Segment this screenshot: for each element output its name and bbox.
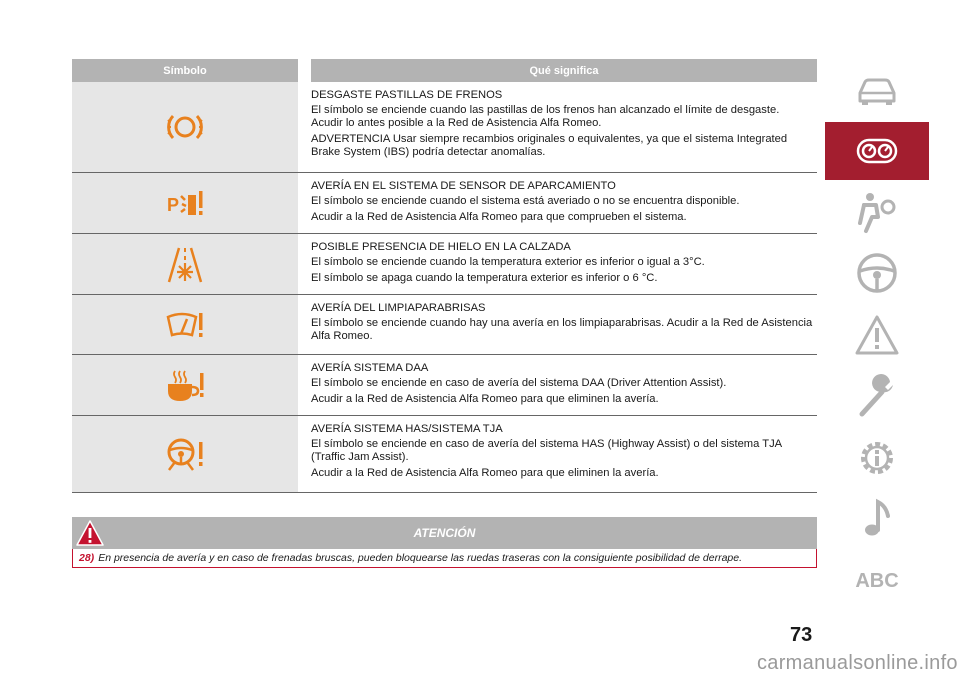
- warning-number: 28): [79, 552, 95, 564]
- table-row: [72, 416, 817, 493]
- airbag-person-icon: [854, 189, 900, 235]
- sidebar-item-safety[interactable]: [825, 183, 929, 241]
- row-line: El símbolo se enciende cuando el sistema está averiado o no se encuentra disponible.: [311, 195, 740, 207]
- meaning-cell: [298, 173, 817, 233]
- sidebar-item-emergency[interactable]: [825, 307, 929, 365]
- wrench-icon: [854, 374, 900, 420]
- row-line: Acudir a la Red de Asistencia Alfa Romeo para que comprueben el sistema.: [311, 211, 687, 223]
- table-row: [72, 234, 817, 295]
- sidebar-item-dashboard[interactable]: [825, 122, 929, 180]
- meaning-cell: [298, 82, 817, 172]
- symbol-cell: [72, 82, 298, 172]
- row-line: El símbolo se apaga cuando la temperatura exterior es inferior o 6 °C.: [311, 272, 658, 284]
- warning-triangle-icon: [854, 313, 900, 359]
- music-note-icon: [854, 496, 900, 542]
- row-line: ADVERTENCIA Usar siempre recambios originales o equivalentes, ya que el sistema Integrated Brake System (IBS) podría detectar anomalías.: [311, 133, 788, 158]
- warning-header: [72, 517, 817, 549]
- row-title: POSIBLE PRESENCIA DE HIELO EN LA CALZADA: [311, 241, 571, 253]
- row-title: DESGASTE PASTILLAS DE FRENOS: [311, 89, 503, 101]
- warning-triangle-icon: [76, 519, 104, 547]
- table-row: [72, 82, 817, 173]
- row-line: El símbolo se enciende cuando hay una avería en los limpiaparabrisas. Acudir a la Red de Asistencia Alfa Romeo.: [311, 317, 813, 342]
- meaning-cell: [298, 234, 817, 294]
- meaning-cell: [298, 416, 817, 492]
- symbol-cell: [72, 355, 298, 415]
- symbol-cell: [72, 295, 298, 354]
- steering-wheel-icon: [854, 250, 900, 296]
- table-row: [72, 173, 817, 234]
- table-row: [72, 295, 817, 355]
- header-symbol: Símbolo: [72, 59, 298, 82]
- sidebar-item-technical-data[interactable]: [825, 429, 929, 487]
- warning-body: [72, 549, 817, 568]
- svg-text:P: P: [167, 195, 180, 215]
- info-gear-icon: [854, 435, 900, 481]
- brake-pad-wear-icon: [165, 107, 205, 147]
- warning-text: En presencia de avería y en caso de frenadas bruscas, pueden bloquearse las ruedas traseras con la consiguiente posibilidad de derrape.: [98, 552, 743, 564]
- table-row: [72, 355, 817, 416]
- chapter-sidebar: [825, 25, 929, 635]
- row-line: Acudir a la Red de Asistencia Alfa Romeo para que eliminen la avería.: [311, 467, 659, 479]
- sidebar-item-driving[interactable]: [825, 244, 929, 302]
- table-header: [72, 59, 817, 82]
- sidebar-item-maintenance[interactable]: [825, 368, 929, 426]
- sidebar-item-index[interactable]: [825, 552, 929, 610]
- abc-label: ABC: [855, 569, 899, 592]
- has-tja-fault-icon: [165, 434, 205, 474]
- row-line: Acudir a la Red de Asistencia Alfa Romeo para que eliminen la avería.: [311, 393, 659, 405]
- ice-warning-icon: [165, 244, 205, 284]
- row-line: El símbolo se enciende cuando las pastillas de los frenos han alcanzado el límite de desgaste. Acudir lo antes posible a la Red de Asistencia Alfa Romeo.: [311, 104, 780, 129]
- row-title: AVERÍA DEL LIMPIAPARABRISAS: [311, 302, 486, 314]
- sidebar-item-car[interactable]: [825, 61, 929, 119]
- warning-title: ATENCIÓN: [413, 526, 476, 540]
- meaning-cell: [298, 355, 817, 415]
- row-line: El símbolo se enciende cuando la temperatura exterior es inferior o igual a 3°C.: [311, 256, 705, 268]
- wiper-fault-icon: [165, 305, 205, 345]
- meaning-cell: [298, 295, 817, 354]
- row-title: AVERÍA SISTEMA DAA: [311, 362, 429, 374]
- daa-fault-icon: [165, 365, 205, 405]
- row-line: El símbolo se enciende en caso de avería del sistema HAS (Highway Assist) o del sistema TJA (Traffic Jam Assist).: [311, 438, 782, 463]
- row-title: AVERÍA EN EL SISTEMA DE SENSOR DE APARCAMIENTO: [311, 180, 616, 192]
- header-meaning: Qué significa: [311, 59, 817, 82]
- symbol-cell: [72, 234, 298, 294]
- warning-box: [72, 517, 817, 568]
- parking-sensor-fault-icon: [165, 183, 205, 223]
- symbol-cell: [72, 416, 298, 492]
- symbol-cell: [72, 173, 298, 233]
- row-title: AVERÍA SISTEMA HAS/SISTEMA TJA: [311, 423, 503, 435]
- symbols-table: [72, 59, 817, 493]
- page-number: 73: [790, 624, 813, 646]
- row-line: El símbolo se enciende en caso de avería del sistema DAA (Driver Attention Assist).: [311, 377, 727, 389]
- car-icon: [854, 67, 900, 113]
- sidebar-item-multimedia[interactable]: [825, 490, 929, 548]
- dashboard-icon: [854, 128, 900, 174]
- watermark: carmanualsonline.info: [757, 652, 958, 674]
